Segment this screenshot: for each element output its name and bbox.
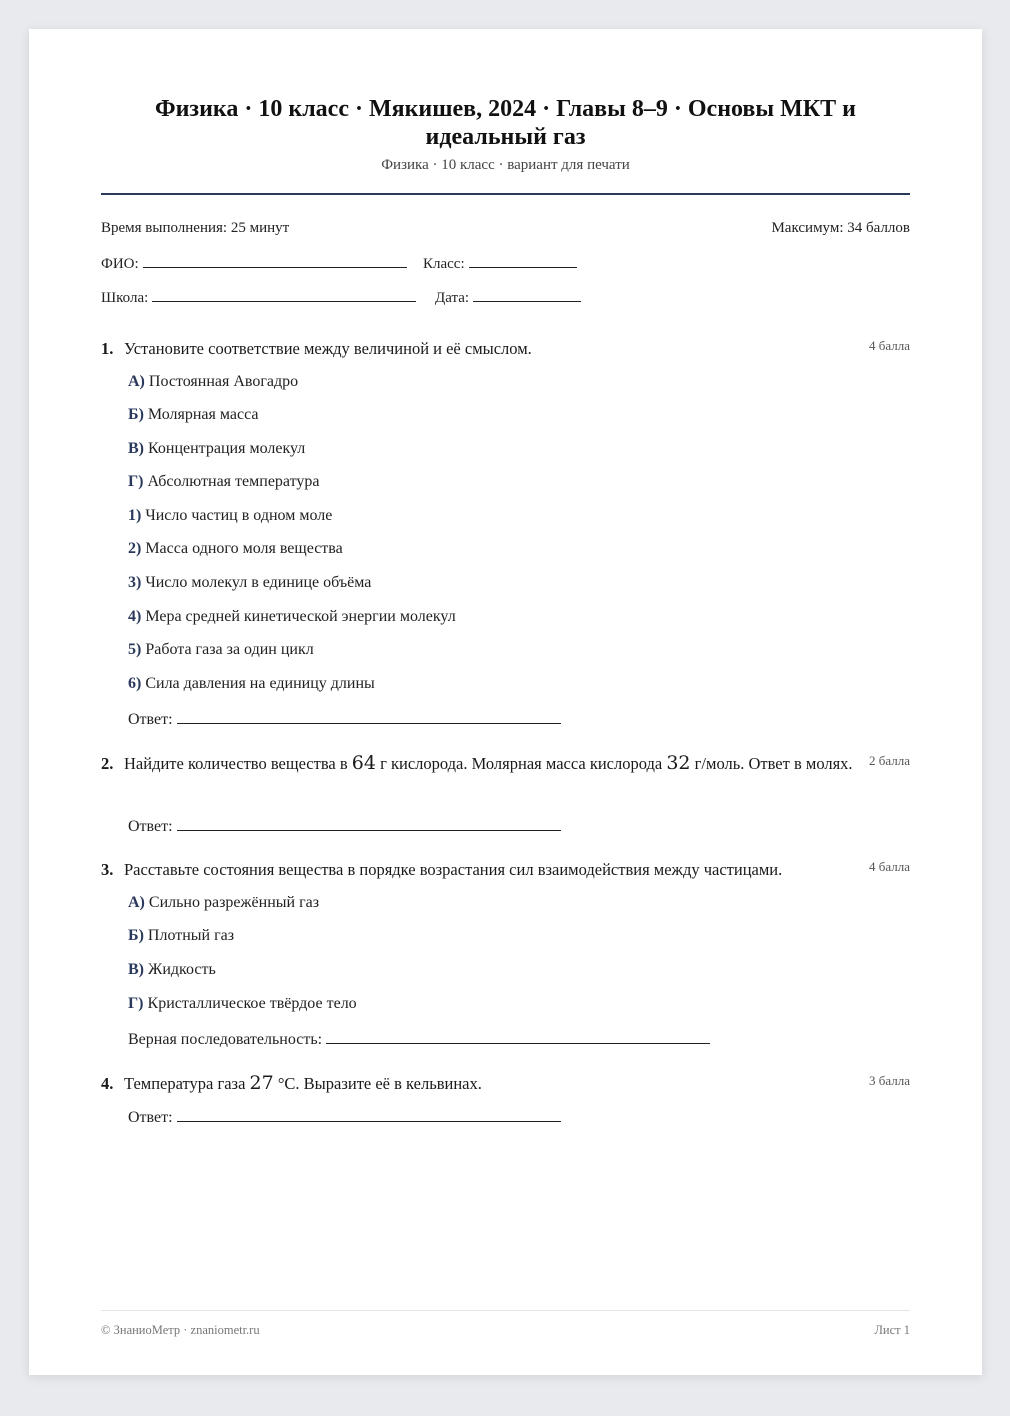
fio-field [101,253,407,273]
option-2: 2) Масса одного моля вещества [128,540,343,557]
date-field [435,287,581,307]
school-label: Школа: [101,290,149,306]
question-4-text: 4. Температура газа 27 °C. Выразите её в кельвинах. 3 балла [101,1070,910,1097]
mass-value: 64 [351,752,376,774]
date-input-line[interactable] [473,287,581,302]
sequence-input-line[interactable] [326,1029,710,1044]
page-subtitle: Физика · 10 класс · вариант для печати [381,157,630,173]
option-a: А) Сильно разрежённый газ [128,894,320,911]
answer-label: Ответ: [128,818,173,835]
answer-input-line[interactable] [177,1107,561,1122]
school-field [101,287,416,307]
sequence-label: Верная последовательность: [128,1031,323,1048]
footer-sheet-number: Лист 1 [874,1323,910,1337]
question-3-number: 3. [101,860,114,879]
page-title: Физика · 10 класс · Мякишев, 2024 · Главы 8–9 · Основы МКТ и идеальный газ [154,96,857,150]
date-label: Дата: [435,290,470,306]
option-1: 1) Число частиц в одном моле [128,507,333,524]
fio-input-line[interactable] [143,253,407,268]
question-3-answer [128,1029,710,1049]
question-2-number: 2. [101,754,114,773]
question-3-text [101,856,910,883]
question-1-answer [128,709,561,729]
question-4 [101,1070,910,1126]
max-score: Максимум: 34 баллов [771,220,910,236]
option-v: В) Концентрация молекул [128,440,306,457]
question-4-number: 4. [101,1074,114,1093]
footer-copyright: © ЗнаниоМетр · znaniometr.ru [101,1323,260,1337]
school-input-line[interactable] [152,287,416,302]
option-v: В) Жидкость [128,961,216,978]
question-2 [101,750,910,835]
time-limit: Время выполнения: 25 минут [101,220,290,236]
header-divider [101,193,910,195]
question-1-points: 4 балла [869,338,910,353]
option-5: 5) Работа газа за один цикл [128,641,314,658]
class-label: Класс: [423,256,465,272]
question-1-prompt: Установите соответствие между величиной и её смыслом. [124,339,532,358]
footer-divider [101,1310,910,1311]
question-1 [101,335,910,728]
option-3: 3) Число молекул в единице объёма [128,574,372,591]
molar-mass-value: 32 [666,752,691,774]
option-b: Б) Молярная масса [128,406,259,423]
temperature-value: 27 [249,1072,274,1094]
question-2-points: 2 балла [869,753,910,768]
option-g: Г) Абсолютная температура [128,473,320,490]
answer-label: Ответ: [128,1109,173,1126]
question-3-prompt: Расставьте состояния вещества в порядке возрастания сил взаимодействия между частицами. [124,860,783,879]
fio-label: ФИО: [101,256,139,272]
option-g: Г) Кристаллическое твёрдое тело [128,995,357,1012]
question-2-answer [128,816,561,836]
class-field [423,253,577,273]
question-3 [101,856,910,1048]
answer-label: Ответ: [128,711,173,728]
question-2-text: 2. Найдите количество вещества в 64 г кислорода. Молярная масса кислорода 32 г/моль. Ответ в молях. 2 балла [101,750,910,777]
question-4-answer [128,1107,561,1127]
worksheet-page [29,29,982,1375]
option-a: А) Постоянная Авогадро [128,373,299,390]
answer-input-line[interactable] [177,709,561,724]
option-6: 6) Сила давления на единицу длины [128,675,375,692]
answer-input-line[interactable] [177,816,561,831]
question-1-text [101,335,910,362]
option-b: Б) Плотный газ [128,927,235,944]
option-4: 4) Мера средней кинетической энергии молекул [128,608,456,625]
question-1-number: 1. [101,339,114,358]
question-3-points: 4 балла [869,859,910,874]
question-4-points: 3 балла [869,1073,910,1088]
class-input-line[interactable] [469,253,577,268]
